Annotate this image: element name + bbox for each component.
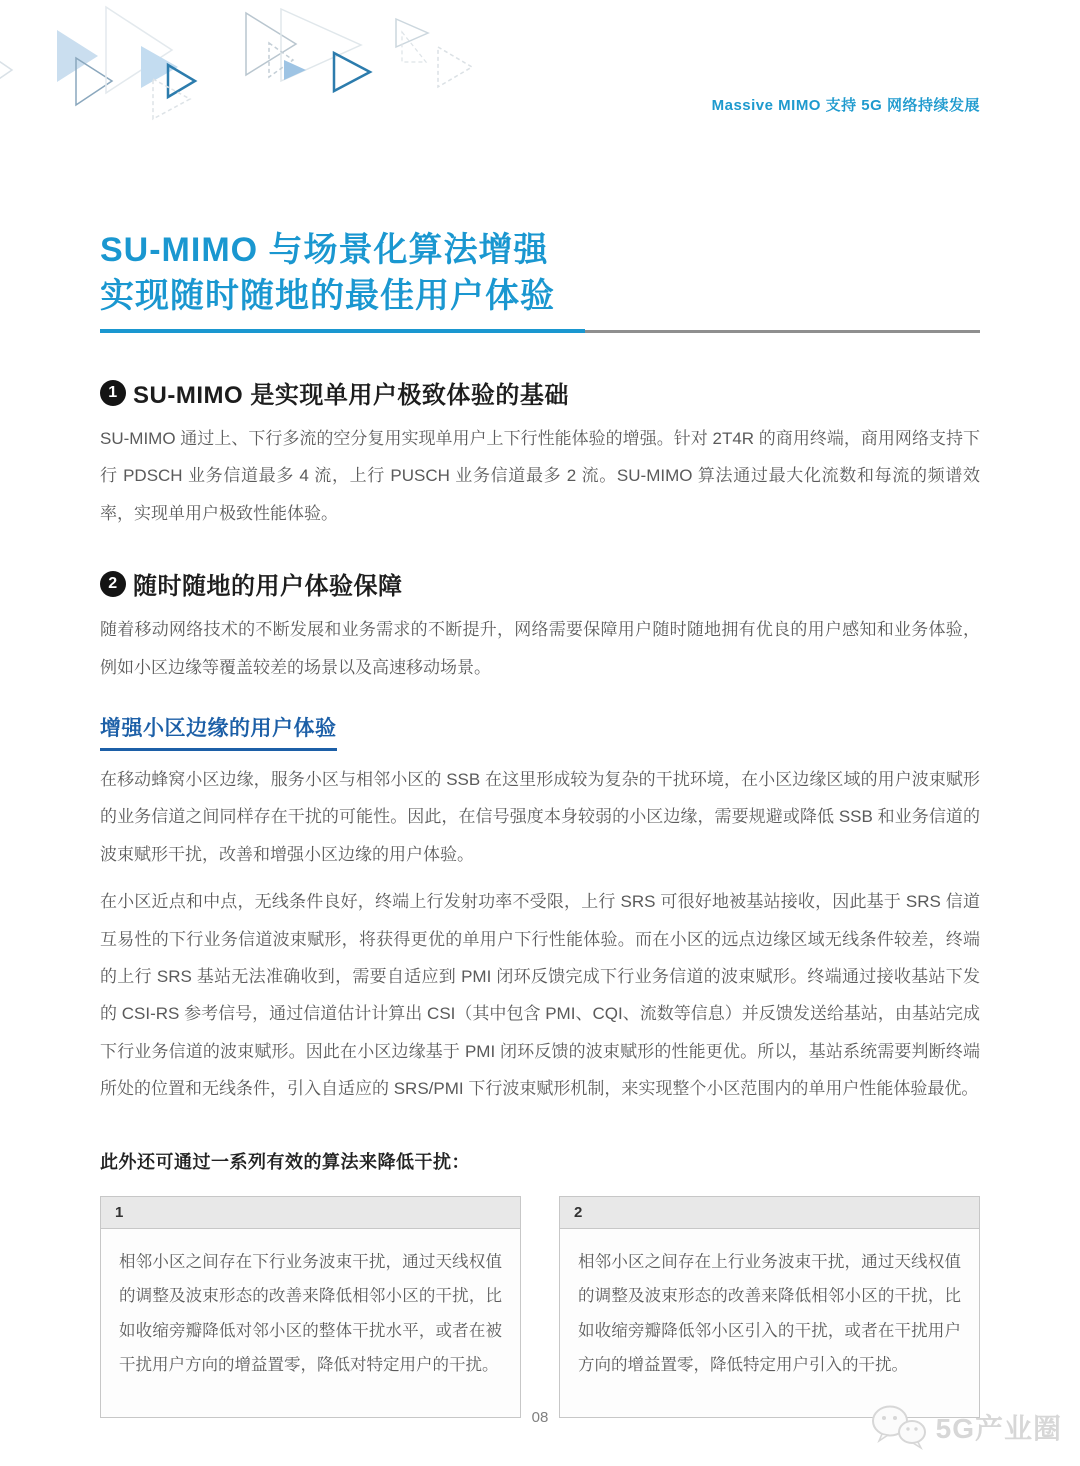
- interference-box-2: [559, 1196, 980, 1419]
- section2-paragraph: 随着移动网络技术的不断发展和业务需求的不断提升，网络需要保障用户随时随地拥有优良的用户感知和业务体验，例如小区边缘等覆盖较差的场景以及高速移动场景。: [100, 620, 980, 677]
- interference-boxes: [100, 1196, 980, 1419]
- page-title-line2: 实现随时随地的最佳用户体验: [100, 276, 555, 315]
- section2-heading-text: 随时随地的用户体验保障: [133, 573, 403, 601]
- interference-box-2-number: 2: [560, 1197, 979, 1229]
- title-divider-blue: [100, 329, 585, 333]
- publisher-logo: [868, 1402, 1062, 1452]
- section1-number-badge: 1: [100, 380, 126, 406]
- interference-box-2-text: 相邻小区之间存在上行业务波束干扰，通过天线权值的调整及波束形态的改善来降低相邻小区的干扰，比如收缩旁瓣降低邻小区引入的干扰，或者在干扰用户方向的增益置零，降低特定用户引入的干扰。: [578, 1252, 961, 1375]
- section2-heading: [100, 566, 980, 601]
- title-divider-gray: [585, 330, 980, 333]
- section1-heading: [100, 375, 980, 410]
- interference-box-1-number: 1: [101, 1197, 520, 1229]
- section2-number-badge: 2: [100, 571, 126, 597]
- wechat-bubbles-icon: [868, 1402, 930, 1452]
- page-title-line1: SU-MIMO 与场景化算法增强: [100, 231, 549, 269]
- interference-box-1: [100, 1196, 521, 1419]
- interference-box-1-text: 相邻小区之间存在下行业务波束干扰，通过天线权值的调整及波束形态的改善来降低相邻小区的干扰，比如收缩旁瓣降低对邻小区的整体干扰水平，或者在被干扰用户方向的增益置零，降低对特定用户的干扰。: [119, 1252, 502, 1375]
- interference-lead-text: 此外还可通过一系列有效的算法来降低干扰：: [100, 1151, 470, 1172]
- page-title: [100, 228, 980, 319]
- subsection-heading-text: 增强小区边缘的用户体验: [100, 712, 337, 751]
- subsection-paragraph-1: 在移动蜂窝小区边缘，服务小区与相邻小区的 SSB 在这里形成较为复杂的干扰环境，在小区边缘区域的用户波束赋形的业务信道之间同样存在干扰的可能性。因此，在信号强度本身较弱的小区边缘，需要规避或降低 SSB 和业务信道的波束赋形干扰，改善和增强小区边缘的用户体验。: [100, 770, 980, 864]
- running-header: Massive MIMO 支持 5G 网络持续发展: [711, 97, 980, 114]
- subsection-paragraph-2: 在小区近点和中点，无线条件良好，终端上行发射功率不受限，上行 SRS 可很好地被基站接收，因此基于 SRS 信道互易性的下行业务信道波束赋形，将获得更优的单用户下行性能体验。而在小区的远点边缘区域无线条件较差，终端的上行 SRS 基站无法准确收到，需要自适应到 PMI 闭环反馈完成下行业务信道的波束赋形。终端通过接收基站下发的 CSI-RS 参考信号，通过信道估计计算出 CSI（其中包含 PMI、CQI、流数等信息）并反馈发送给基站，由基站完成下行业务信道的波束赋形。因此在小区边缘基于 PMI 闭环反馈的波束赋形的性能更优。所以，基站系统需要判断终端所处的位置和无线条件，引入自适应的 SRS/PMI 下行波束赋形机制，来实现整个小区范围内的单用户性能体验最优。: [100, 892, 980, 1099]
- section1-heading-text: SU-MIMO 是实现单用户极致体验的基础: [133, 382, 569, 410]
- page-number: 08: [531, 1409, 549, 1426]
- section1-paragraph: SU-MIMO 通过上、下行多流的空分复用实现单用户上下行性能体验的增强。针对 2T4R 的商用终端，商用网络支持下行 PDSCH 业务信道最多 4 流，上行 PUSCH 业务信道最多 2 流。SU-MIMO 算法通过最大化流数和每流的频谱效率，实现单用户极致性能体验。: [100, 429, 980, 523]
- subsection-heading: [100, 712, 980, 751]
- title-divider: [100, 329, 980, 333]
- publisher-logo-text: 5G产业圈: [935, 1413, 1062, 1444]
- main-content: [100, 0, 980, 1418]
